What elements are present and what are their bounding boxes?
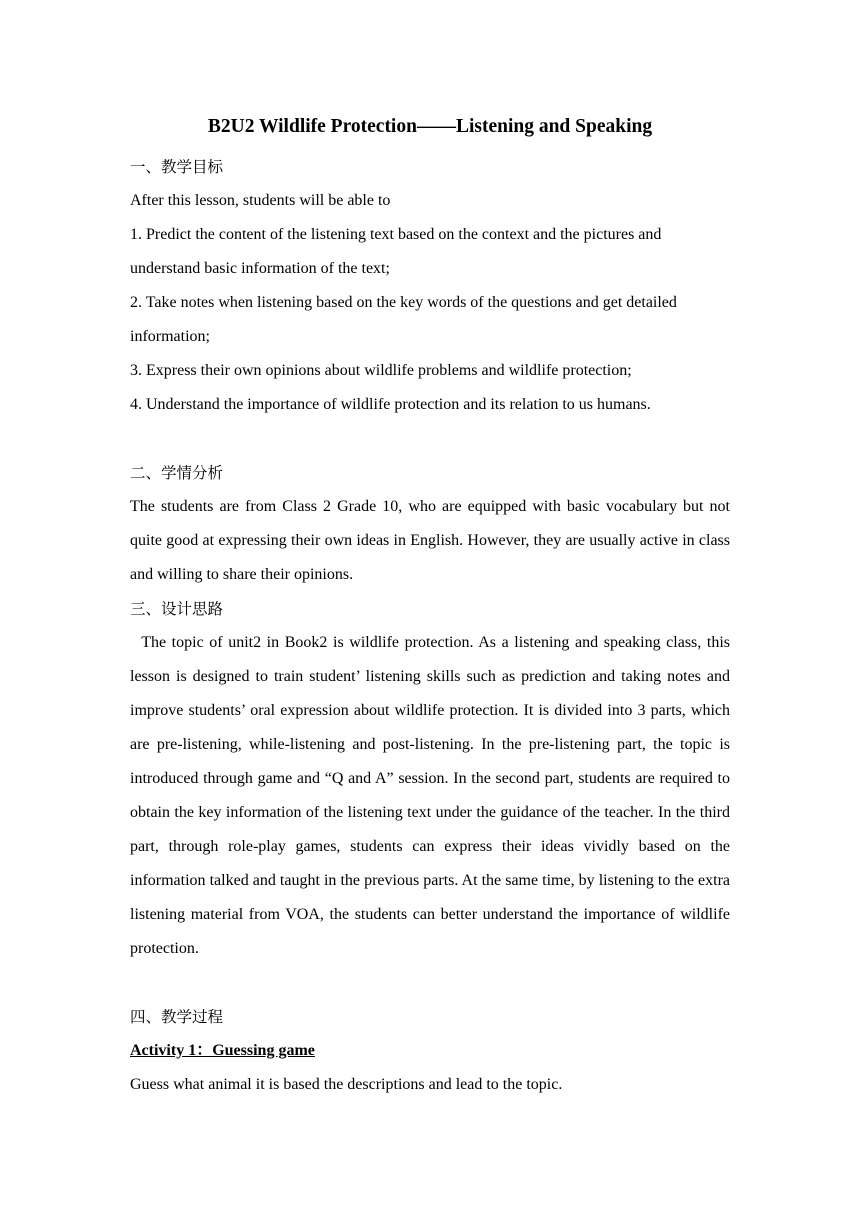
objective-item-4: 4. Understand the importance of wildlife protection and its relation to us humans.	[130, 396, 651, 413]
document-title: B2U2 Wildlife Protection——Listening and Speaking	[207, 116, 653, 137]
activity-1-description: Guess what animal it is based the descriptions and lead to the topic.	[130, 1076, 563, 1093]
objective-item-1: 1. Predict the content of the listening text based on the context and the pictures and understand basic information of the text;	[130, 226, 662, 277]
spacer	[130, 422, 730, 456]
section-heading-teaching-objectives: 一、教学目标	[130, 158, 224, 176]
section-heading-design-idea: 三、设计思路	[130, 600, 224, 618]
objective-item-3: 3. Express their own opinions about wildlife problems and wildlife protection;	[130, 362, 632, 379]
design-idea-paragraph: The topic of unit2 in Book2 is wildlife protection. As a listening and speaking class, this lesson is designed to train student’ listening skills such as prediction and taking notes and improve students’ oral expression about wildlife protection. It is divided into 3 parts, which are pre-listening, while-listening and post-listening. In the pre-listening part, the topic is introduced through game and “Q and A” session. In the second part, students are required to obtain the key information of the listening text under the guidance of the teacher. In the third part, through role-play games, students can express their ideas vividly based on the information talked and taught in the previous parts. At the same time, by listening to the extra listening material from VOA, the students can better understand the importance of wildlife protection.	[130, 634, 735, 957]
spacer	[130, 966, 730, 1000]
objectives-intro: After this lesson, students will be able to	[130, 192, 391, 209]
document-body	[130, 112, 735, 1102]
objective-item-2: 2. Take notes when listening based on the key words of the questions and get detailed information;	[130, 294, 677, 345]
section-heading-student-analysis: 二、学情分析	[130, 464, 224, 482]
section-heading-teaching-process: 四、教学过程	[130, 1008, 224, 1026]
student-analysis-paragraph: The students are from Class 2 Grade 10, who are equipped with basic vocabulary but not quite good at expressing their own ideas in English. However, they are usually active in class and willing to share their opinions.	[130, 498, 730, 583]
activity-1-title: Activity 1：Guessing game	[130, 1042, 315, 1059]
